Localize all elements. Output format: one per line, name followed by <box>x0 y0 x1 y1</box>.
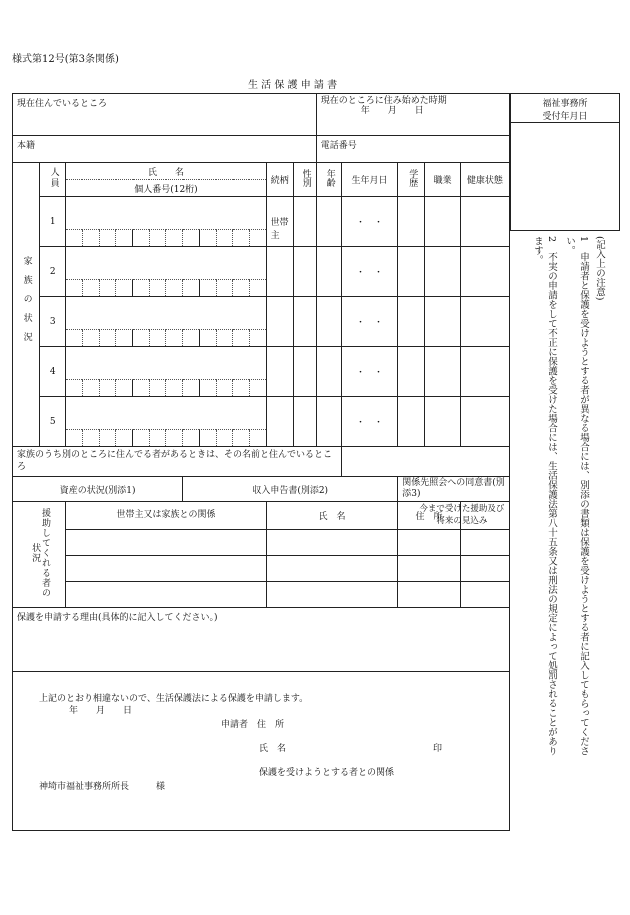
member-job-field[interactable] <box>425 397 460 447</box>
support-col-address: 住 所 <box>398 502 461 530</box>
support-col-relation: 世帯主又は家族との関係 <box>66 502 266 530</box>
phone-label: 電話番号 <box>320 141 357 151</box>
note-1-number: 1 <box>578 236 589 243</box>
member-relation[interactable] <box>266 397 293 447</box>
attachment-income: 収入申告書(別添2) <box>183 477 398 502</box>
member-sex-field[interactable] <box>293 397 316 447</box>
declaration-section <box>13 672 510 831</box>
member-birth-field[interactable]: ・ ・ <box>341 397 397 447</box>
member-mynumber-field[interactable] <box>66 380 266 397</box>
move-in-label: 現在のところに住み始めた時期 <box>320 96 447 106</box>
col-name-header: 氏 名 <box>66 163 266 180</box>
office-reception-date-label: 受付年月日 <box>542 112 588 122</box>
member-job-field[interactable] <box>425 297 460 347</box>
notes-title: (記入上の注意) <box>594 236 605 301</box>
relationship-label: 保護を受けようとする者との関係 <box>259 768 395 778</box>
member-name-field[interactable] <box>66 297 266 330</box>
declaration-statement: 上記のとおり相違ないので、生活保護法による保護を申請します。 <box>39 694 309 704</box>
member-age-field[interactable] <box>316 297 341 347</box>
note-2-text: 不実の申請をして不正に保護を受けた場合には、生活保護法第八十五条又は刑法の規定によって処罰されることがあります。 <box>532 236 557 756</box>
member-job-field[interactable] <box>425 247 460 297</box>
col-sex-header: 性別 <box>293 163 316 197</box>
move-in-date: 年 月 日 <box>360 106 424 117</box>
member-name-field[interactable] <box>66 247 266 280</box>
honseki-label: 本籍 <box>17 141 36 151</box>
form-title: 生 活 保 護 申 請 書 <box>248 80 338 91</box>
support-history-field[interactable] <box>460 556 509 582</box>
member-health-field[interactable] <box>460 197 509 247</box>
support-side-label: 援助してくれる者の状況 <box>13 502 66 608</box>
attachment-consent: 関係先照会への同意書(別添3) <box>398 477 510 502</box>
current-address-label: 現在住んでいるところ <box>17 99 108 109</box>
col-health-header: 健康状態 <box>460 163 509 197</box>
col-age-header: 年齢 <box>316 163 341 197</box>
col-mynumber-header: 個人番号(12桁) <box>66 180 266 197</box>
support-relation-field[interactable] <box>66 530 266 556</box>
separate-residence-label: 家族のうち別のところに住んでる者があるときは、その名前と住んでいるところ <box>17 450 333 473</box>
move-in-date-field[interactable] <box>316 94 509 136</box>
support-history-field[interactable] <box>460 530 509 556</box>
seal-mark: 印 <box>433 744 443 754</box>
member-edu-field[interactable] <box>398 297 425 347</box>
member-number: 2 <box>40 247 66 297</box>
support-name-field[interactable] <box>266 556 398 582</box>
member-birth-field[interactable]: ・ ・ <box>341 297 397 347</box>
member-relation[interactable] <box>266 347 293 397</box>
col-relation-header: 続柄 <box>266 163 293 197</box>
member-number: 3 <box>40 297 66 347</box>
member-birth-field[interactable]: ・ ・ <box>341 247 397 297</box>
application-form-table <box>12 93 510 831</box>
current-address-field[interactable] <box>13 94 317 136</box>
member-health-field[interactable] <box>460 397 509 447</box>
member-sex-field[interactable] <box>293 347 316 397</box>
family-side-label: 家族の状況 <box>13 163 40 447</box>
member-edu-field[interactable] <box>398 247 425 297</box>
declaration-date[interactable]: 年 月 日 <box>69 706 133 716</box>
member-name-field[interactable] <box>66 347 266 380</box>
member-relation[interactable]: 世帯主 <box>266 197 293 247</box>
member-birth-field[interactable]: ・ ・ <box>341 197 397 247</box>
col-edu-header: 学歴 <box>398 163 425 197</box>
applicant-address-label: 申請者 住 所 <box>221 720 285 730</box>
member-edu-field[interactable] <box>398 397 425 447</box>
member-number: 1 <box>40 197 66 247</box>
support-relation-field[interactable] <box>66 556 266 582</box>
support-history-field[interactable] <box>460 582 509 608</box>
member-health-field[interactable] <box>460 347 509 397</box>
member-edu-field[interactable] <box>398 347 425 397</box>
member-number: 5 <box>40 397 66 447</box>
notes-section <box>510 236 606 756</box>
col-number-header: 人員 <box>40 163 66 197</box>
member-sex-field[interactable] <box>293 197 316 247</box>
note-2-number: 2 <box>546 236 557 243</box>
member-sex-field[interactable] <box>293 247 316 297</box>
phone-field[interactable] <box>316 136 509 163</box>
form-number: 様式第12号(第3条関係) <box>12 54 119 65</box>
addressee: 神埼市福祉事務所所長 様 <box>39 782 166 792</box>
member-age-field[interactable] <box>316 397 341 447</box>
reason-label: 保護を申請する理由(具体的に記入してください。) <box>17 613 218 623</box>
attachment-assets: 資産の状況(別添1) <box>13 477 183 502</box>
col-birth-header: 生年月日 <box>341 163 397 197</box>
member-mynumber-field[interactable] <box>66 280 266 297</box>
support-col-history: 今まで受けた援助及び将来の見込み <box>460 502 509 530</box>
separate-residence-field[interactable] <box>13 447 342 477</box>
member-health-field[interactable] <box>460 247 509 297</box>
member-age-field[interactable] <box>316 197 341 247</box>
member-relation[interactable] <box>266 297 293 347</box>
member-job-field[interactable] <box>425 197 460 247</box>
support-address-field[interactable] <box>398 556 461 582</box>
support-address-field[interactable] <box>398 530 461 556</box>
member-health-field[interactable] <box>460 297 509 347</box>
honseki-field[interactable] <box>13 136 317 163</box>
member-birth-field[interactable]: ・ ・ <box>341 347 397 397</box>
support-col-name: 氏 名 <box>266 502 398 530</box>
member-age-field[interactable] <box>316 347 341 397</box>
member-mynumber-field[interactable] <box>66 330 266 347</box>
office-title: 福祉事務所 <box>542 99 588 109</box>
member-relation[interactable] <box>266 247 293 297</box>
separate-residence-value[interactable] <box>341 447 509 477</box>
support-name-field[interactable] <box>266 530 398 556</box>
reason-field[interactable] <box>13 608 510 672</box>
member-edu-field[interactable] <box>398 197 425 247</box>
applicant-name-label: 氏 名 <box>259 744 287 754</box>
support-name-field[interactable] <box>266 582 398 608</box>
member-name-field[interactable] <box>66 397 266 430</box>
member-age-field[interactable] <box>316 247 341 297</box>
note-1-text: 申請者と保護を受けようとする者が異なる場合には、別添の書類は保護を受けようとする者に記入してもらってください。 <box>564 236 589 756</box>
member-job-field[interactable] <box>425 347 460 397</box>
member-mynumber-field[interactable] <box>66 230 266 247</box>
support-relation-field[interactable] <box>66 582 266 608</box>
member-sex-field[interactable] <box>293 297 316 347</box>
col-job-header: 職業 <box>425 163 460 197</box>
member-name-field[interactable] <box>66 197 266 230</box>
member-number: 4 <box>40 347 66 397</box>
office-reception-box <box>510 93 620 231</box>
member-mynumber-field[interactable] <box>66 430 266 447</box>
support-address-field[interactable] <box>398 582 461 608</box>
